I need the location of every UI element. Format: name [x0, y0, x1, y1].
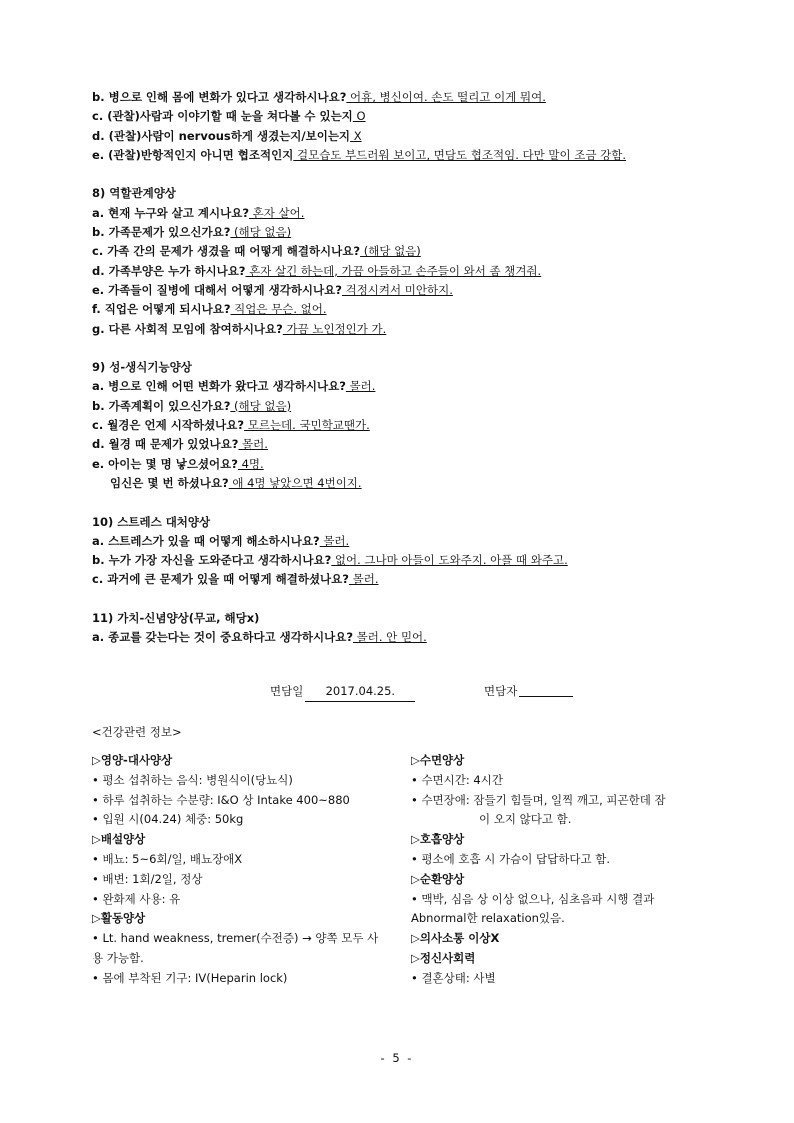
question-10c: c. 과거에 큰 문제가 있을 때 어떻게 해결하셨나요? 몰러.: [92, 572, 379, 587]
section-10-title: 10) 스트레스 대처양상: [92, 514, 211, 529]
elimination-item: • 배뇨: 5~6회/일, 배뇨장애X: [92, 851, 243, 866]
questionnaire-body: [92, 88, 704, 648]
section-8-title: 8) 역할관계양상: [92, 186, 176, 201]
question-8b: b. 가족문제가 있으신가요? (해당 없음): [92, 225, 292, 240]
interview-date-label: 면담일: [270, 684, 304, 698]
nutrition-item: • 하루 섭취하는 수분량: I&O 상 Intake 400~880: [92, 792, 350, 807]
question-7c: c. (관찰)사람과 이야기할 때 눈을 쳐다볼 수 있는지 O: [92, 109, 366, 124]
question-7e: e. (관찰)반항적인지 아니면 협조적인지 걸모습도 부드러워 보이고, 면담도 협조적임. 다만 말이 조금 강함.: [92, 147, 627, 162]
activity-item: • 몸에 부착된 기구: IV(Heparin lock): [92, 970, 288, 985]
section-11-title: 11) 가치-신념양상(무교, 해당x): [92, 611, 260, 626]
interview-date: [270, 681, 415, 702]
question-8d: d. 가족부양은 누가 하시나요? 혼자 살긴 하는데, 가끔 아들하고 손주들이 와서 좀 챙겨줘.: [92, 263, 542, 278]
communication-title: ▷의사소통 이상X: [411, 931, 500, 946]
interview-info-row: [0, 681, 794, 701]
respiration-item: • 평소에 호흡 시 가슴이 답답하다고 함.: [411, 851, 611, 866]
section-9-title: 9) 성-생식기능양상: [92, 360, 192, 375]
interviewer-blank: [519, 682, 573, 697]
respiration-title: ▷호흡양상: [411, 832, 465, 847]
question-9b: b. 가족계획이 있으신가요? (해당 없음): [92, 398, 292, 413]
question-9c: c. 월경은 언제 시작하셨나요? 모르는데. 국민학교땐가.: [92, 418, 370, 433]
question-9e-sub: 임신은 몇 번 하셨나요? 애 4명 낳았으면 4번이지.: [110, 475, 362, 490]
health-info-right-column: [411, 751, 703, 989]
interviewer: [484, 681, 573, 701]
question-9e: e. 아이는 몇 명 낳으셨어요? 4명.: [92, 456, 264, 471]
question-9d: d. 월경 때 문제가 있었나요? 몰러.: [92, 437, 268, 452]
elimination-title: ▷배설양상: [92, 832, 146, 847]
nutrition-item: • 입원 시(04.24) 체중: 50kg: [92, 812, 244, 827]
health-info-left-column: [92, 751, 388, 989]
interview-date-value: 2017.04.25.: [305, 681, 415, 702]
question-10b: b. 누가 가장 자신을 도와준다고 생각하시나요? 없어. 그나마 아들이 도와주지. 아플 때 와주고.: [92, 553, 568, 568]
psychosocial-item: • 결혼상태: 사별: [411, 970, 496, 985]
sleep-item: • 수면시간: 4시간: [411, 772, 503, 787]
question-8a: a. 현재 누구와 살고 계시나요? 혼자 살어.: [92, 205, 305, 220]
question-10a: a. 스트레스가 있을 때 어떻게 해소하시나요? 몰러.: [92, 533, 350, 548]
question-8f: f. 직업은 어떻게 되시나요? 직업은 무슨. 없어.: [92, 302, 327, 317]
activity-item: • Lt. hand weakness, tremer(수전증) → 양쪽 모두 사용 가능함.: [92, 931, 379, 965]
activity-title: ▷활동양상: [92, 911, 146, 926]
sleep-item: • 수면장애: 잠들기 힘들며, 일찍 깨고, 피곤한데 잠: [411, 792, 666, 807]
question-8e: e. 가족들이 질병에 대해서 어떻게 생각하시나요? 걱정시켜서 미안하지.: [92, 282, 453, 297]
question-7b: b. 병으로 인해 몸에 변화가 있다고 생각하시나요? 어휴, 병신이여. 손도 떨리고 이게 뭐여.: [92, 90, 546, 104]
question-8g: g. 다른 사회적 모임에 참여하시나요? 가끔 노인정인가 가.: [92, 321, 387, 336]
question-11a: a. 종교를 갖는다는 것이 중요하다고 생각하시나요? 몰러. 안 믿어.: [92, 630, 427, 645]
psychosocial-title: ▷정신사회력: [411, 950, 476, 965]
elimination-item: • 완화제 사용: 유: [92, 891, 181, 906]
sleep-title: ▷수면양상: [411, 753, 465, 767]
circulation-item: • 맥박, 심음 상 이상 없으나, 심초음파 시행 결과 Abnormal한 relaxation있음.: [411, 891, 655, 926]
question-9a: a. 병으로 인해 어떤 변화가 왔다고 생각하시나요? 몰러.: [92, 379, 376, 394]
circulation-title: ▷순환양상: [411, 871, 465, 886]
question-8c: c. 가족 간의 문제가 생겼을 때 어떻게 해결하시나요? (해당 없음): [92, 244, 421, 259]
interviewer-label: 면담자: [484, 684, 518, 698]
question-7d: d. (관찰)사람이 nervous하게 생겼는지/보이는지 X: [92, 128, 362, 143]
page-number: - 5 -: [380, 1051, 414, 1065]
sleep-item-continued: 이 오지 않다고 함.: [479, 812, 572, 827]
elimination-item: • 배변: 1회/2일, 정상: [92, 871, 203, 886]
health-info-title: <건강관련 정보>: [92, 725, 182, 739]
nutrition-item: • 평소 섭취하는 음식: 병원식이(당뇨식): [92, 772, 293, 787]
nutrition-title: ▷영양-대사양상: [92, 753, 173, 767]
